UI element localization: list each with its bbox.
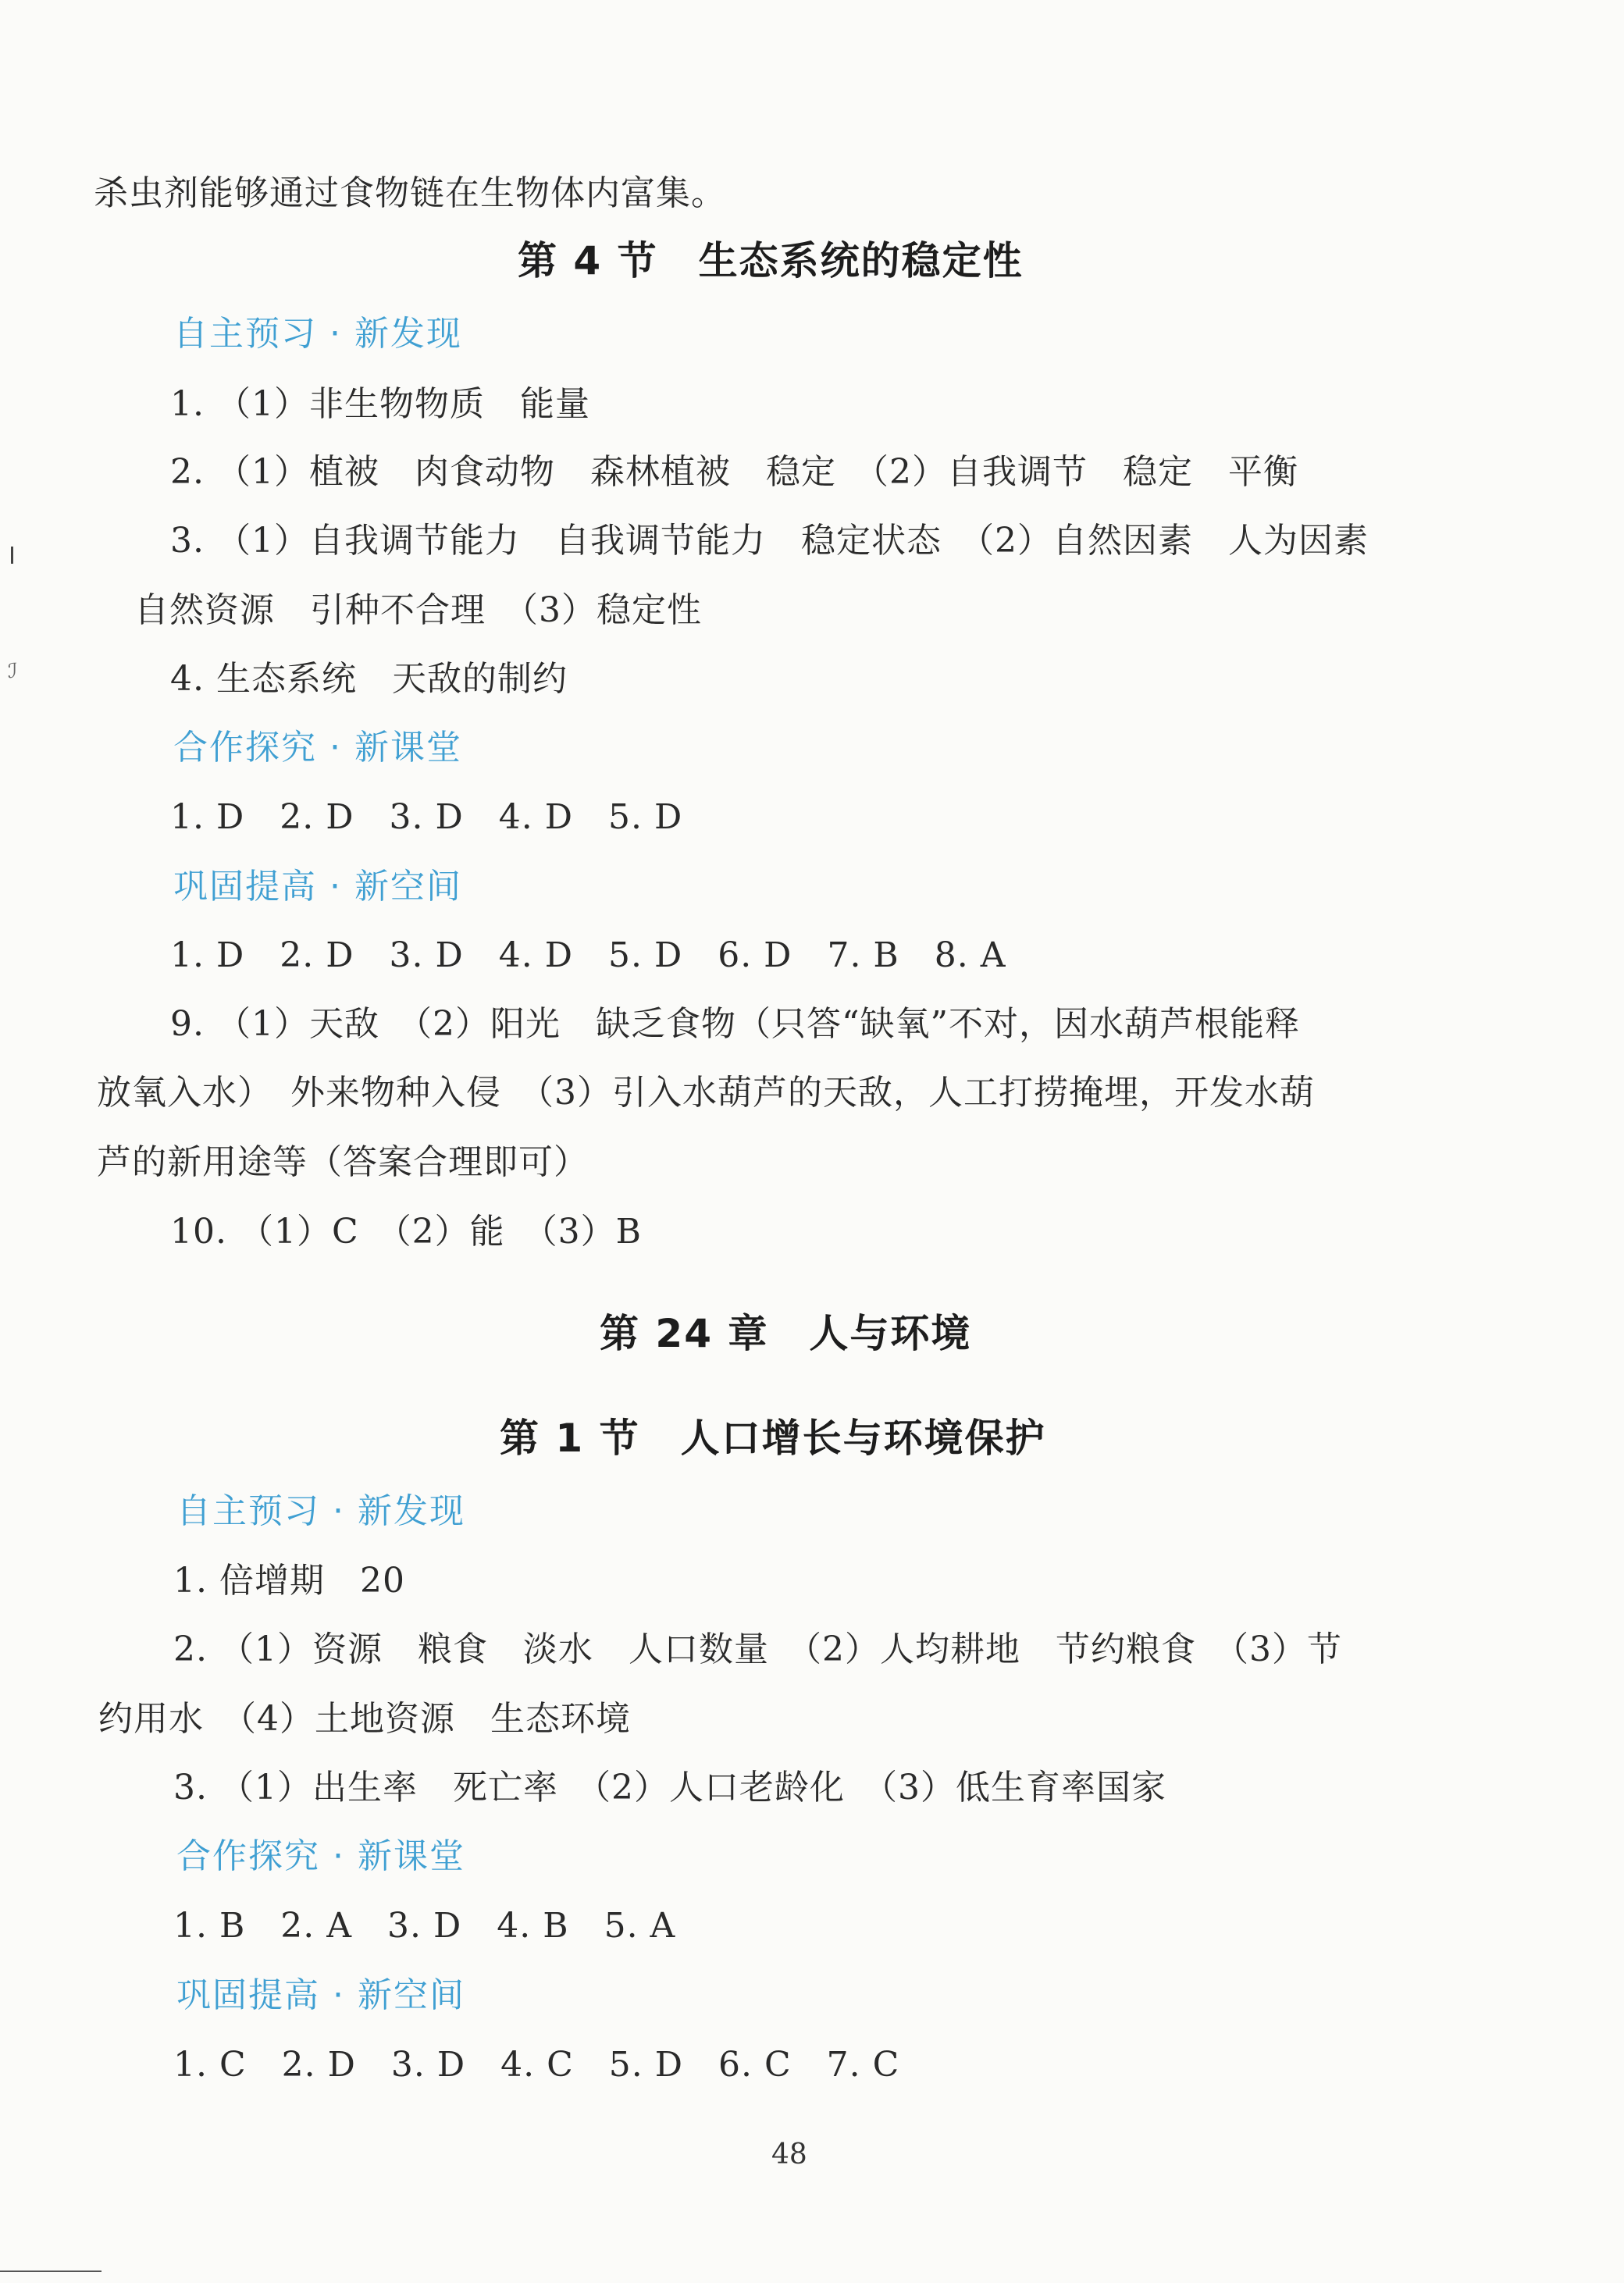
answer-line: 1. 倍增期 20 (173, 1561, 405, 1601)
answer-line: 9. （1）天敌 （2）阳光 缺乏食物（只答“缺氧”不对，因水葫芦根能释 (170, 1004, 1300, 1044)
answer-line: 4. 生态系统 天敌的制约 (170, 659, 568, 699)
margin-smudge-mark: ℐ (8, 660, 18, 683)
subsection-heading-preview: 自主预习 · 新发现 (173, 314, 462, 354)
answer-line: 2. （1）植被 肉食动物 森林植被 稳定 （2）自我调节 稳定 平衡 (170, 452, 1298, 492)
answer-line: 1. D 2. D 3. D 4. D 5. D 6. D 7. B 8. A (170, 935, 1006, 975)
section-title: 第 4 节 生态系统的稳定性 (518, 238, 1024, 283)
answer-line: 1. C 2. D 3. D 4. C 5. D 6. C 7. C (173, 2045, 900, 2085)
chapter-title: 第 24 章 人与环境 (600, 1311, 972, 1356)
answer-line: 3. （1）出生率 死亡率 （2）人口老龄化 （3）低生育率国家 (173, 1768, 1166, 1808)
answer-line: 约用水 （4）土地资源 生态环境 (98, 1699, 631, 1739)
continuation-text: 杀虫剂能够通过食物链在生物体内富集。 (94, 173, 726, 213)
answer-line: 放氧入水） 外来物种入侵 （3）引入水葫芦的天敌，人工打捞掩埋，开发水葫 (97, 1073, 1315, 1113)
answer-line: 1. B 2. A 3. D 4. B 5. A (173, 1906, 676, 1946)
subsection-heading-consolidate: 巩固提高 · 新空间 (176, 1975, 465, 2015)
subsection-heading-explore: 合作探究 · 新课堂 (173, 728, 462, 768)
answer-line: 自然资源 引种不合理 （3）稳定性 (134, 590, 702, 630)
answer-line: 1. （1）非生物物质 能量 (170, 384, 590, 424)
answer-line: 1. D 2. D 3. D 4. D 5. D (170, 797, 683, 837)
section-title: 第 1 节 人口增长与环境保护 (500, 1416, 1046, 1461)
margin-tick-mark (11, 547, 13, 564)
subsection-heading-consolidate: 巩固提高 · 新空间 (173, 867, 462, 906)
answer-line: 芦的新用途等（答案合理即可） (97, 1142, 589, 1182)
answer-line: 10. （1）C （2）能 （3）B (170, 1212, 642, 1252)
subsection-heading-preview: 自主预习 · 新发现 (176, 1491, 465, 1531)
subsection-heading-explore: 合作探究 · 新课堂 (176, 1836, 465, 1876)
answer-line: 2. （1）资源 粮食 淡水 人口数量 （2）人均耕地 节约粮食 （3）节 (173, 1629, 1342, 1669)
page-number: 48 (771, 2139, 807, 2171)
answer-line: 3. （1）自我调节能力 自我调节能力 稳定状态 （2）自然因素 人为因素 (170, 521, 1369, 561)
bottom-edge-rule (0, 2271, 102, 2272)
